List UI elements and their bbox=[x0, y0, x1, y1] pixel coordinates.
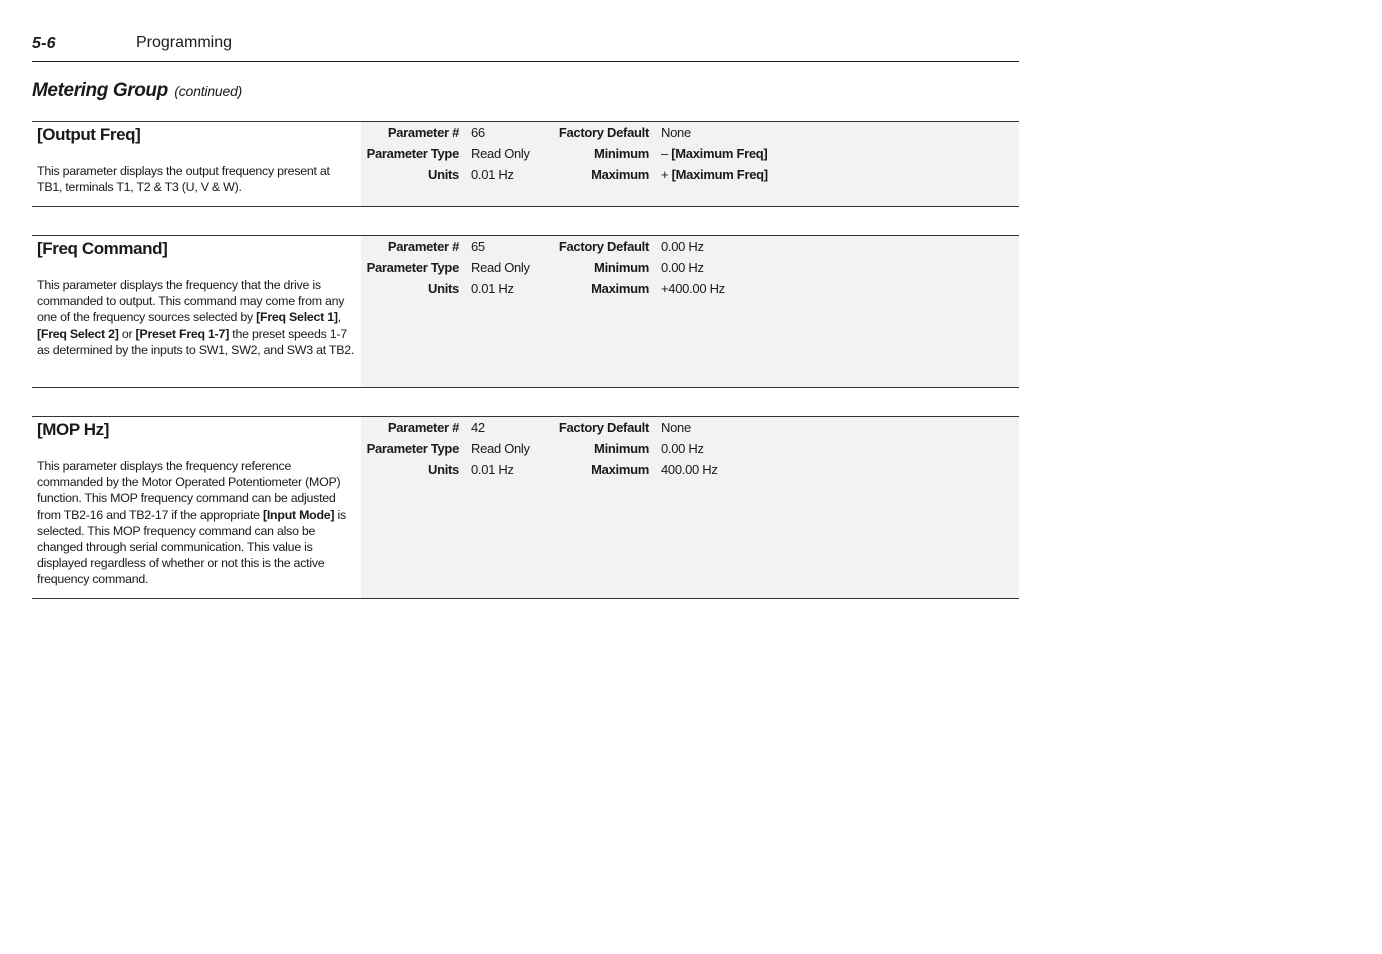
parameter-reference: [Input Mode] bbox=[262, 507, 335, 522]
spec-row bbox=[361, 462, 961, 483]
maximum-prefix: + bbox=[661, 166, 672, 182]
parameter-reference: [Freq Select 2] bbox=[37, 326, 119, 341]
maximum-label: Maximum bbox=[591, 461, 649, 477]
parameter-block-output-freq bbox=[32, 121, 1019, 207]
parameter-description bbox=[37, 458, 355, 588]
parameter-description-panel bbox=[32, 122, 361, 206]
spec-row bbox=[361, 125, 961, 146]
parameter-type-value: Read Only bbox=[471, 259, 530, 275]
chapter-title: Programming bbox=[136, 34, 233, 51]
spec-row bbox=[361, 146, 961, 167]
spec-row bbox=[361, 420, 961, 441]
page-header bbox=[32, 34, 1019, 62]
units-label: Units bbox=[427, 461, 459, 477]
minimum-value: 0.00 Hz bbox=[661, 259, 704, 275]
parameter-specs bbox=[361, 125, 961, 187]
minimum-value: 0.00 Hz bbox=[661, 440, 704, 456]
minimum-label: Minimum bbox=[594, 259, 649, 275]
factory-default-value: 0.00 Hz bbox=[661, 239, 704, 254]
maximum-label: Maximum bbox=[591, 166, 649, 182]
description-text: , bbox=[337, 310, 341, 325]
factory-default-label: Factory Default bbox=[558, 125, 649, 140]
parameter-number-label: Parameter # bbox=[387, 239, 459, 254]
parameter-reference: [Preset Freq 1-7] bbox=[135, 326, 230, 341]
spec-row bbox=[361, 281, 961, 302]
parameter-number-value: 42 bbox=[471, 420, 485, 435]
description-text: This parameter displays the frequency reference commanded by the Motor Operated Potentiometer (MOP) function. This MOP frequency command can be adjusted from TB2-16 and TB2-17 if the appropriate bbox=[37, 459, 341, 522]
units-value: 0.01 Hz bbox=[471, 166, 514, 182]
parameter-name: [Freq Command] bbox=[37, 239, 168, 258]
description-text: This parameter displays the output frequency present at TB1, terminals T1, T2 & T3 (U, V & W). bbox=[37, 164, 330, 195]
spec-row bbox=[361, 260, 961, 281]
minimum-prefix: – bbox=[661, 145, 672, 161]
parameter-type-value: Read Only bbox=[471, 440, 530, 456]
parameter-name: [Output Freq] bbox=[37, 125, 141, 144]
factory-default-value: None bbox=[661, 125, 691, 140]
minimum-label: Minimum bbox=[594, 145, 649, 161]
parameter-number-value: 65 bbox=[471, 239, 485, 254]
description-text: the preset speeds 1-7 as determined by the inputs to SW1, SW2, and SW3 at TB2. bbox=[37, 326, 355, 357]
description-text: or bbox=[118, 326, 136, 341]
units-value: 0.01 Hz bbox=[471, 280, 514, 296]
units-value: 0.01 Hz bbox=[471, 461, 514, 477]
maximum-text: [Maximum Freq] bbox=[671, 166, 768, 182]
spec-row bbox=[361, 441, 961, 462]
maximum-value: +400.00 Hz bbox=[661, 280, 725, 296]
units-label: Units bbox=[427, 166, 459, 182]
parameter-number-value: 66 bbox=[471, 125, 485, 140]
parameter-description bbox=[37, 163, 355, 195]
parameter-description-panel bbox=[32, 236, 361, 387]
spec-row bbox=[361, 239, 961, 260]
factory-default-label: Factory Default bbox=[558, 239, 649, 254]
parameter-specs-panel bbox=[361, 236, 1019, 387]
parameter-number-label: Parameter # bbox=[387, 420, 459, 435]
parameter-reference: [Freq Select 1] bbox=[256, 310, 338, 325]
section-title: Metering Group bbox=[32, 80, 168, 101]
parameter-block-mop-hz bbox=[32, 416, 1019, 599]
page-number: 5-6 bbox=[32, 35, 56, 52]
units-label: Units bbox=[427, 280, 459, 296]
section-subtitle: (continued) bbox=[174, 83, 243, 99]
parameter-specs-panel bbox=[361, 417, 1019, 598]
description-text: is selected. This MOP frequency command can also be changed through serial communication. This value is displayed regardless of whether or not this is the active frequency command. bbox=[37, 507, 346, 587]
parameter-block-freq-command bbox=[32, 235, 1019, 388]
parameter-specs bbox=[361, 420, 961, 482]
description-text: This parameter displays the frequency that the drive is commanded to output. This command may come from any one of the frequency sources selected by bbox=[37, 278, 345, 325]
spec-row bbox=[361, 167, 961, 188]
parameter-description-panel bbox=[32, 417, 361, 598]
parameter-number-label: Parameter # bbox=[387, 125, 459, 140]
factory-default-value: None bbox=[661, 420, 691, 435]
parameter-name: [MOP Hz] bbox=[37, 420, 110, 439]
parameter-specs bbox=[361, 239, 961, 301]
parameter-type-label: Parameter Type bbox=[366, 145, 459, 161]
parameter-specs-panel bbox=[361, 122, 1019, 206]
parameter-type-label: Parameter Type bbox=[366, 259, 459, 275]
maximum-value bbox=[661, 167, 768, 182]
parameter-type-label: Parameter Type bbox=[366, 440, 459, 456]
maximum-label: Maximum bbox=[591, 280, 649, 296]
minimum-label: Minimum bbox=[594, 440, 649, 456]
minimum-value bbox=[661, 146, 767, 161]
parameter-description bbox=[37, 277, 355, 358]
factory-default-label: Factory Default bbox=[558, 420, 649, 435]
parameter-type-value: Read Only bbox=[471, 145, 530, 161]
minimum-text: [Maximum Freq] bbox=[671, 145, 768, 161]
maximum-value: 400.00 Hz bbox=[661, 461, 718, 477]
section-heading bbox=[32, 80, 242, 102]
